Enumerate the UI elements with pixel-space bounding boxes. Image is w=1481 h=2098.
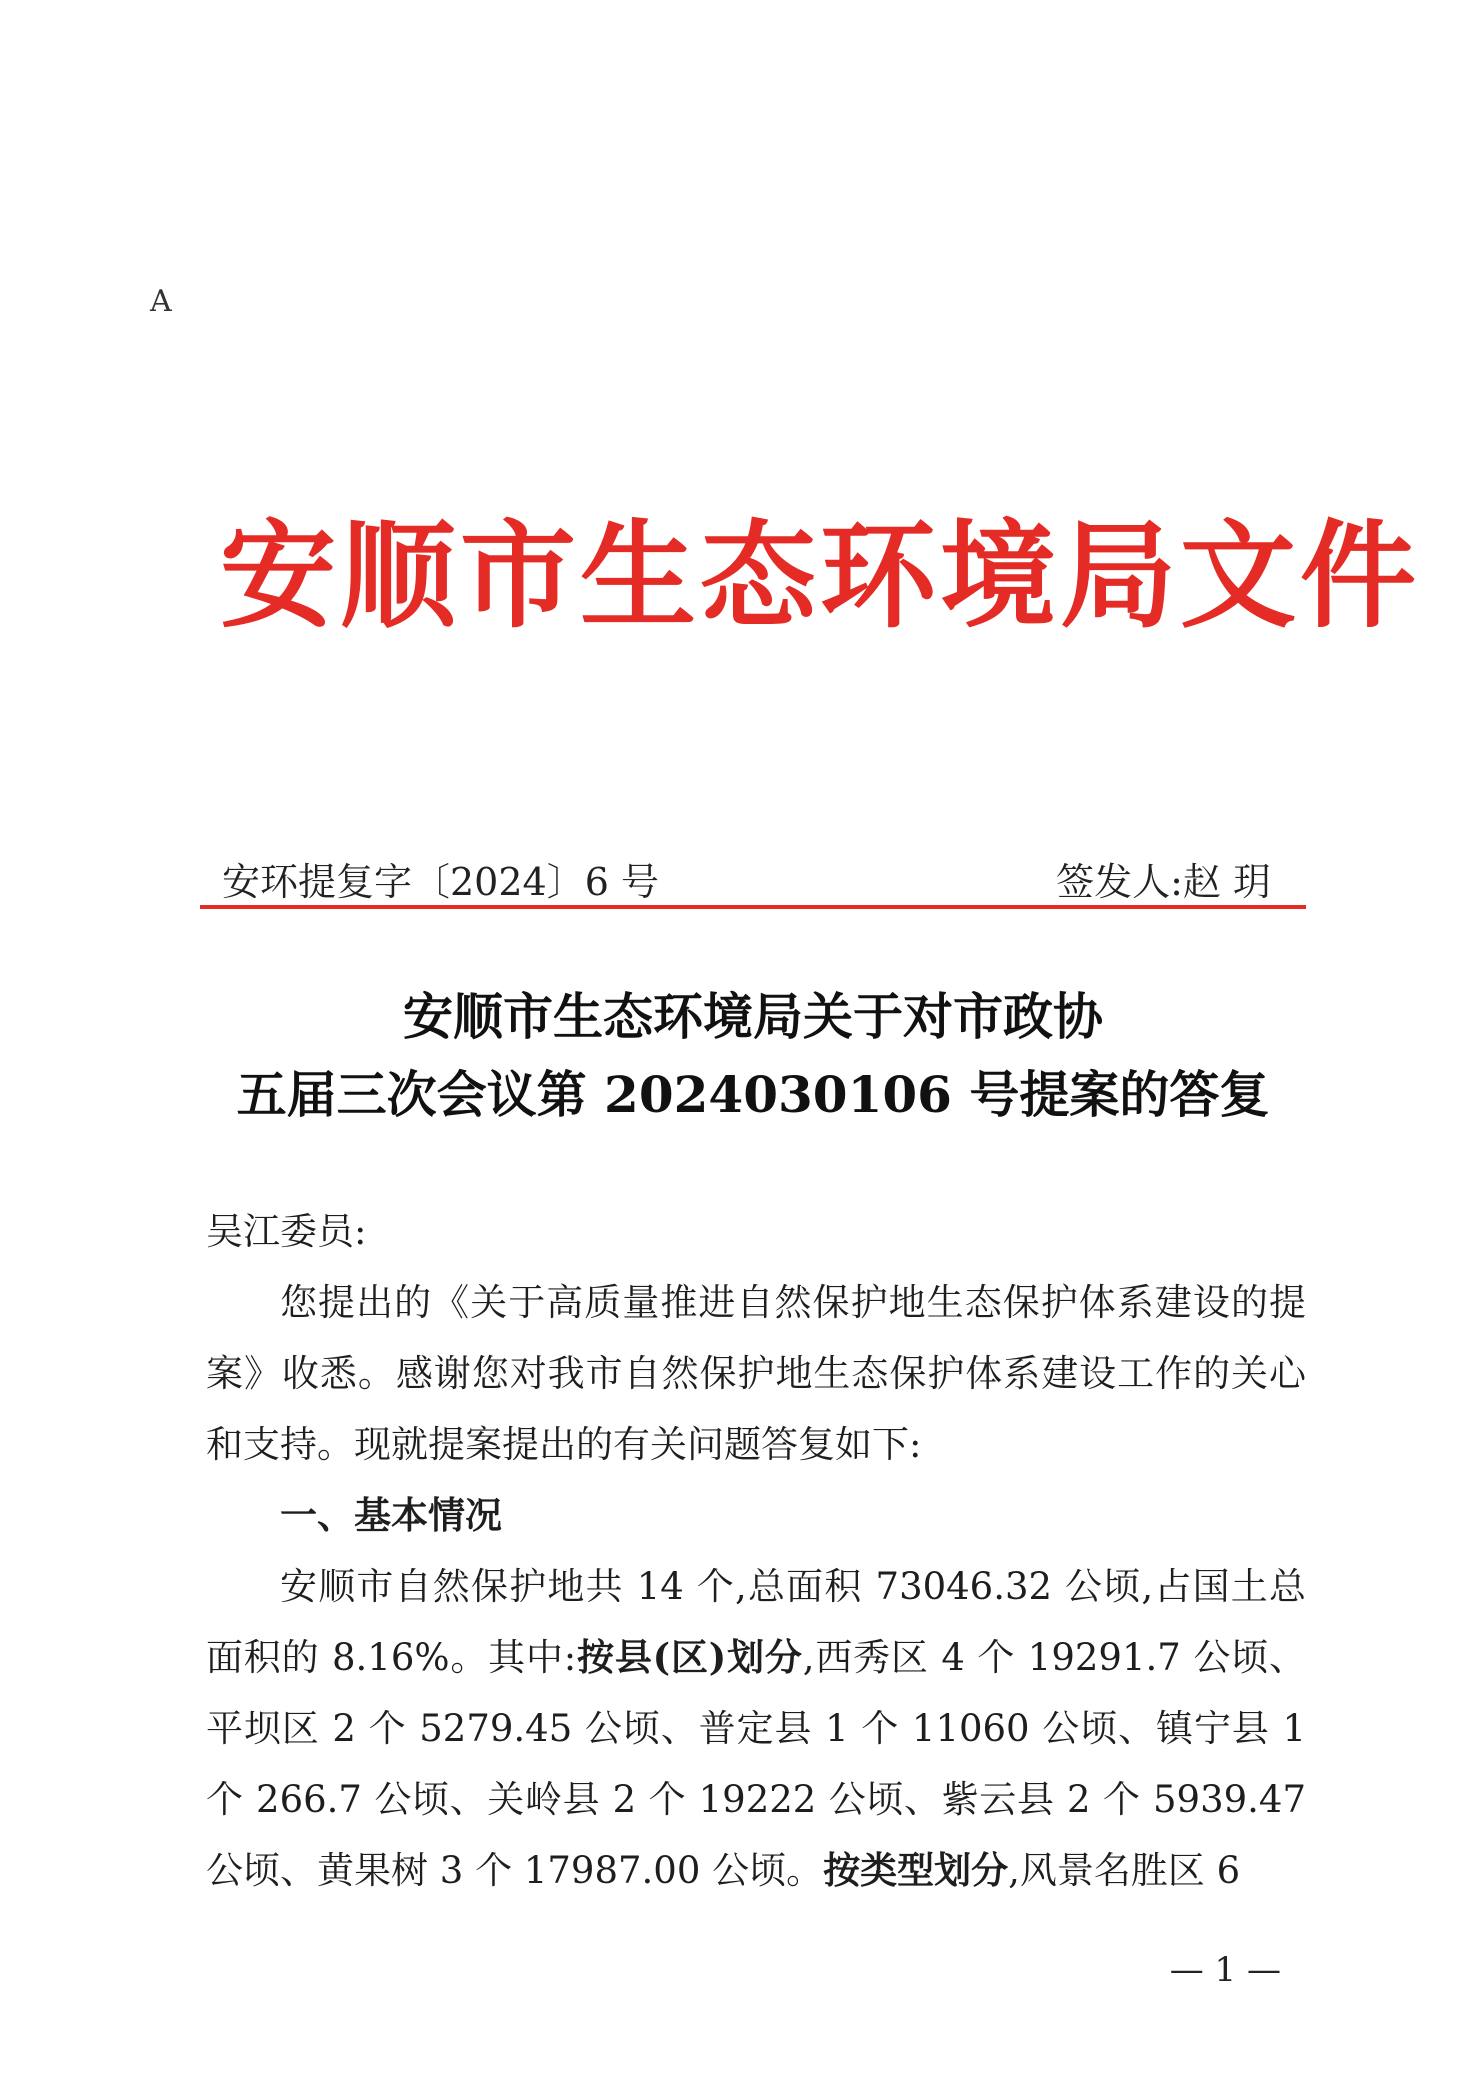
- para-bold-by-county: 按县(区)划分: [576, 1635, 803, 1679]
- document-title: [200, 978, 1306, 1134]
- intro-paragraph: 您提出的《关于高质量推进自然保护地生态保护体系建设的提案》收悉。感谢您对我市自然保护地生态保护体系建设工作的关心和支持。现就提案提出的有关问题答复如下:: [206, 1281, 1306, 1466]
- title-line-2: 五届三次会议第 2024030106 号提案的答复: [236, 1065, 1270, 1124]
- document-number: 安环提复字〔2024〕6 号: [222, 860, 659, 904]
- basic-info-paragraph: [206, 1551, 1306, 1906]
- signer: 签发人:赵 玥: [1056, 860, 1271, 904]
- page-number: — 1 —: [1169, 1950, 1281, 1990]
- red-divider: [200, 905, 1306, 909]
- para-text-a: 安顺市自然保护地共 14 个,总面积 73046.32 公顷,占国土总面积的 8.16%。其中:: [206, 1565, 1306, 1679]
- corner-mark: A: [150, 284, 172, 319]
- para-bold-by-type: 按类型划分: [823, 1848, 1009, 1892]
- document-header-title: 安顺市生态环境局文件: [220, 508, 1420, 644]
- section-heading-1: 一、基本情况: [280, 1494, 502, 1537]
- para-text-c: ,西秀区 4 个 19291.7 公顷、平坝区 2 个 5279.45 公顷、普定县 1 个 11060 公顷、镇宁县 1 个 266.7 公顷、关岭县 2 个 19222 公顷、紫云县 2 个 5939.47 公顷、黄果树 3 个 17987.00 公顷。: [206, 1636, 1307, 1892]
- title-line-1: 安顺市生态环境局关于对市政协: [403, 987, 1103, 1046]
- para-text-e: ,风景名胜区 6: [1008, 1849, 1241, 1892]
- document-body: [206, 1196, 1306, 1906]
- salutation: 吴江委员:: [206, 1210, 367, 1253]
